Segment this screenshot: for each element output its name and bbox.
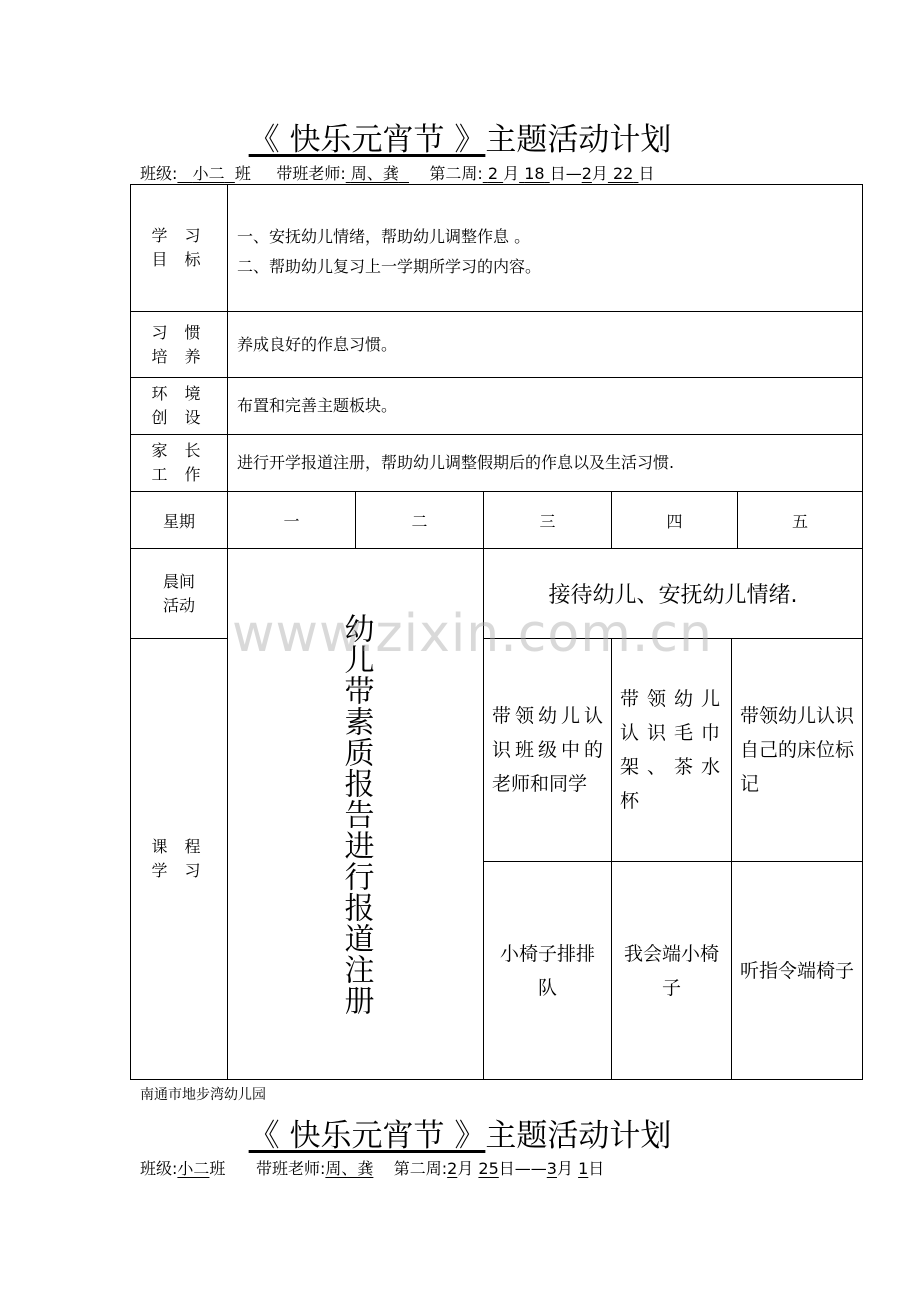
- merged-registration-cell: 幼儿带素质报告进行报道注册: [227, 548, 484, 1080]
- plan-subtitle: [140, 161, 654, 184]
- class-suffix: 班: [209, 1159, 226, 1178]
- day-char: 日: [638, 164, 655, 183]
- day-char: 日: [549, 164, 566, 183]
- course-thu-2: 我会端小椅子: [611, 861, 732, 1080]
- learning-goals-label: 学 习 目 标: [130, 184, 228, 312]
- end-month: 3: [546, 1159, 557, 1178]
- morning-activity: 接待幼儿、安抚幼儿情绪.: [483, 548, 863, 639]
- course-thu-1: 带领幼儿认识毛巾架、茶水杯: [611, 638, 732, 862]
- week-label: 第二周:: [429, 164, 483, 183]
- weekday-tue: 二: [355, 491, 484, 549]
- day-char: 日: [588, 1159, 605, 1178]
- teacher-label: 带班老师:: [276, 164, 346, 183]
- course-fri-2: 听指令端椅子: [731, 861, 863, 1080]
- course-fri-1: 带领幼儿认识自己的床位标记: [731, 638, 863, 862]
- habits-content: 养成良好的作息习惯。: [227, 311, 863, 378]
- learning-goals-content: [227, 184, 863, 312]
- month-char: 月: [556, 1159, 573, 1178]
- day-char: 日: [498, 1159, 515, 1178]
- course-wed-1: 带领幼儿认识班级中的老师和同学: [483, 638, 612, 862]
- plan-title: [0, 114, 920, 159]
- start-day: 18: [524, 164, 545, 183]
- class-label: 班级:: [140, 164, 178, 183]
- teacher-value: 周、龚: [325, 1159, 374, 1178]
- month-char: 月: [503, 164, 520, 183]
- weekday-fri: 五: [737, 491, 863, 549]
- environment-content: 布置和完善主题板块。: [227, 377, 863, 435]
- course-wed-2: 小椅子排排队: [483, 861, 612, 1080]
- end-day: 1: [578, 1159, 589, 1178]
- class-label: 班级:: [140, 1159, 178, 1178]
- goal-line: 二、帮助幼儿复习上一学期所学习的内容。: [237, 257, 542, 276]
- environment-label: 环 境 创 设: [130, 377, 228, 435]
- start-month: 2: [447, 1159, 458, 1178]
- title-rest: 主题活动计划: [485, 122, 672, 158]
- teacher-value: 周、龚: [350, 164, 399, 183]
- weekday-wed: 三: [483, 491, 612, 549]
- class-value: 小二: [192, 164, 225, 183]
- parents-content: 进行开学报道注册，帮助幼儿调整假期后的作息以及生活习惯.: [227, 434, 863, 492]
- dash: —: [565, 164, 582, 183]
- weekday-header: 星期: [130, 491, 228, 549]
- month-char: 月: [457, 1159, 474, 1178]
- end-day: 22: [613, 164, 634, 183]
- dash: ——: [514, 1159, 547, 1178]
- plan2-subtitle: [140, 1156, 604, 1179]
- class-suffix: 班: [234, 164, 251, 183]
- title-rest: 主题活动计划: [485, 1118, 672, 1154]
- end-month: 2: [581, 164, 592, 183]
- class-value: 小二: [177, 1159, 210, 1178]
- plan2-title: [0, 1110, 920, 1155]
- title-theme: 《 快乐元宵节 》: [248, 122, 486, 158]
- weekday-thu: 四: [611, 491, 738, 549]
- teacher-label: 带班老师:: [255, 1159, 326, 1178]
- watermark: www.zixin.com.cn: [232, 604, 713, 664]
- course-label: 课 程 学 习: [130, 638, 228, 1080]
- start-day: 25: [478, 1159, 499, 1178]
- parents-label: 家 长 工 作: [130, 434, 228, 492]
- week-label: 第二周:: [393, 1159, 448, 1178]
- habits-label: 习 惯 培 养: [130, 311, 228, 378]
- month-char: 月: [591, 164, 608, 183]
- morning-label: 晨间活动: [130, 548, 228, 639]
- weekday-mon: 一: [227, 491, 356, 549]
- footer-school: 南通市地步湾幼儿园: [140, 1087, 266, 1103]
- title-theme: 《 快乐元宵节 》: [248, 1118, 486, 1154]
- goal-line: 一、安抚幼儿情绪，帮助幼儿调整作息 。: [237, 227, 531, 246]
- start-month: 2: [487, 164, 499, 183]
